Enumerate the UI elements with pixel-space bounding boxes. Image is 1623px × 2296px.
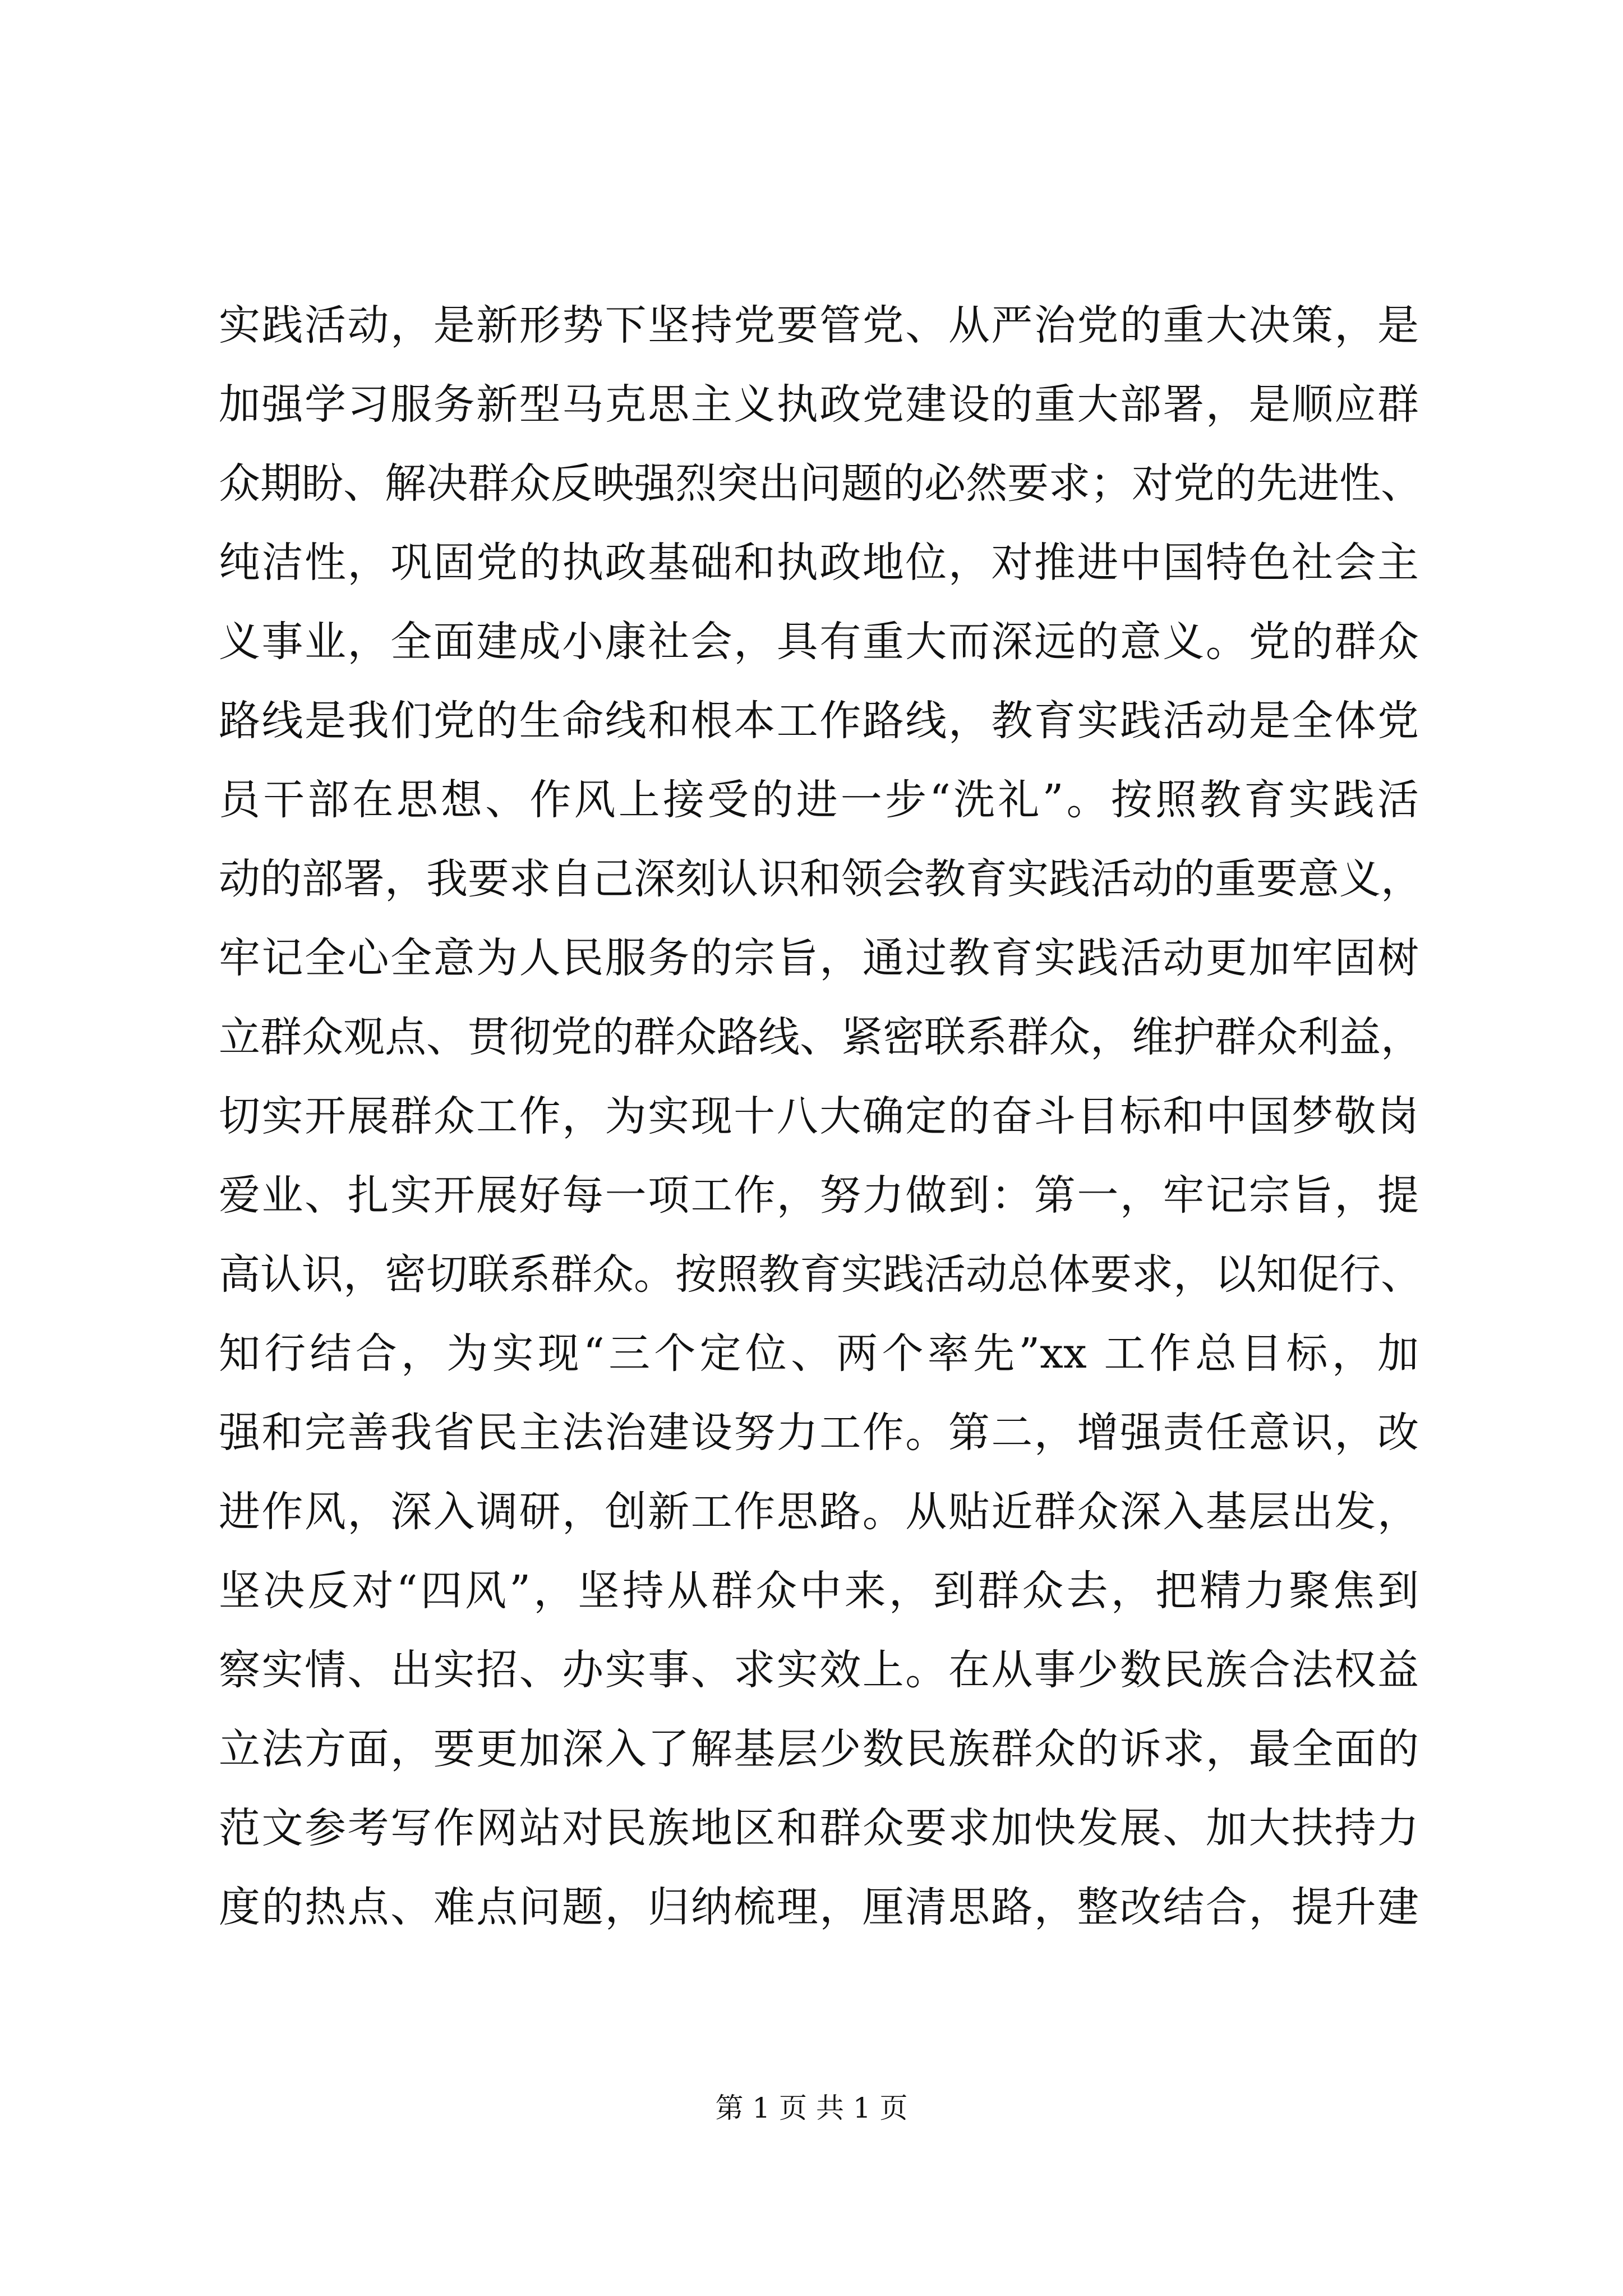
text-line: 范文参考写作网站对民族地区和群众要求加快发展、加大扶持力	[219, 1804, 1419, 1852]
text-line: 立法方面，要更加深入了解基层少数民族群众的诉求，最全面的	[219, 1725, 1419, 1773]
text-line: 义事业，全面建成小康社会，具有重大而深远的意义。党的群众	[219, 618, 1419, 666]
text-line: 进作风，深入调研，创新工作思路。从贴近群众深入基层出发，	[219, 1488, 1419, 1536]
text-line: 纯洁性，巩固党的执政基础和执政地位，对推进中国特色社会主	[219, 539, 1419, 587]
text-line: 爱业、扎实开展好每一项工作，努力做到：第一，牢记宗旨，提	[219, 1171, 1419, 1220]
text-line: 牢记全心全意为人民服务的宗旨，通过教育实践活动更加牢固树	[219, 934, 1419, 982]
text-line: 坚决反对“四风”，坚持从群众中来，到群众去，把精力聚焦到	[219, 1567, 1419, 1615]
text-line: 切实开展群众工作，为实现十八大确定的奋斗目标和中国梦敬岗	[219, 1092, 1419, 1140]
text-line: 强和完善我省民主法治建设努力工作。第二，增强责任意识，改	[219, 1409, 1419, 1457]
text-line: 众期盼、解决群众反映强烈突出问题的必然要求；对党的先进性、	[219, 459, 1422, 508]
text-line: 加强学习服务新型马克思主义执政党建设的重大部署，是顺应群	[219, 380, 1419, 429]
text-line: 立群众观点、贯彻党的群众路线、紧密联系群众，维护群众利益，	[219, 1013, 1422, 1061]
text-line: 高认识，密切联系群众。按照教育实践活动总体要求，以知促行、	[219, 1250, 1422, 1299]
text-line: 动的部署，我要求自己深刻认识和领会教育实践活动的重要意义，	[219, 855, 1422, 903]
body-text	[219, 286, 1422, 1947]
text-line: 察实情、出实招、办实事、求实效上。在从事少数民族合法权益	[219, 1646, 1419, 1694]
page-footer: 第 1 页 共 1 页	[715, 2092, 908, 2124]
text-line: 路线是我们党的生命线和根本工作路线，教育实践活动是全体党	[219, 697, 1419, 745]
text-line: 员干部在思想、作风上接受的进一步“洗礼”。按照教育实践活	[219, 776, 1419, 824]
text-line: 实践活动，是新形势下坚持党要管党、从严治党的重大决策，是	[219, 301, 1419, 349]
text-line: 知行结合，为实现“三个定位、两个率先”xx 工作总目标，加	[219, 1329, 1419, 1378]
text-line: 度的热点、难点问题，归纳梳理，厘清思路，整改结合，提升建	[219, 1883, 1419, 1931]
